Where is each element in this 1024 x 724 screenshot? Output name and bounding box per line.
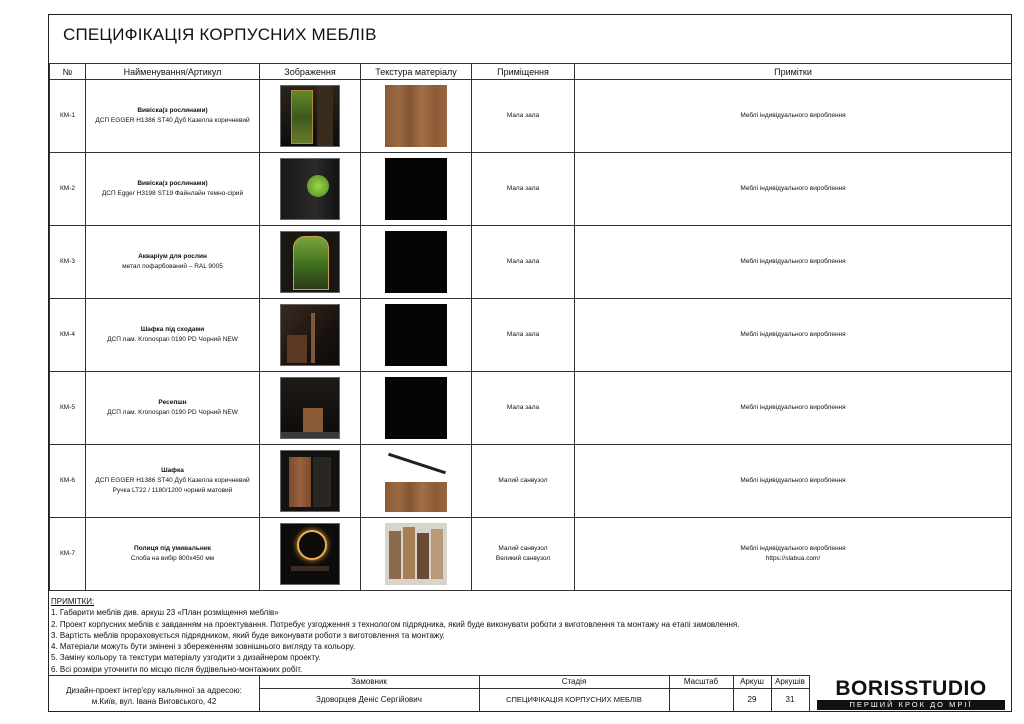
row-image-cell bbox=[260, 299, 361, 372]
sheets-value: 31 bbox=[785, 695, 795, 704]
row-note: Меблі індивідуального вироблення bbox=[575, 299, 1012, 372]
row-desc: ДСП лам. Kronospan 0190 PD Чорний NEW bbox=[107, 409, 238, 416]
black-texture-icon bbox=[385, 158, 447, 220]
row-desc: ДСП EGGER H1386 ST40 Дуб Казелла коричневий bbox=[95, 117, 250, 124]
row-note: Меблі індивідуального вироблення https://slabua.com/ bbox=[575, 518, 1012, 591]
plant-sign-render-icon bbox=[280, 85, 340, 147]
row-name: Шафка bbox=[161, 467, 184, 475]
row-note: Меблі індивідуального вироблення bbox=[575, 372, 1012, 445]
stage-label: Стадія bbox=[561, 677, 587, 686]
title-block bbox=[49, 675, 1011, 712]
header-texture: Текстура матеріалу bbox=[361, 64, 472, 80]
row-image-cell bbox=[260, 80, 361, 153]
slabua-link[interactable]: https://slabua.com/ bbox=[765, 555, 821, 562]
row-texture-cell bbox=[361, 153, 472, 226]
row-name-cell bbox=[86, 226, 260, 299]
table-header-row bbox=[50, 64, 1012, 80]
black-texture-icon bbox=[385, 304, 447, 366]
spec-sheet bbox=[48, 14, 1012, 712]
header-image: Зображення bbox=[260, 64, 361, 80]
row-name-cell bbox=[86, 372, 260, 445]
logo-text: BORISSTUDIO bbox=[835, 677, 987, 700]
row-code: КМ-5 bbox=[50, 372, 86, 445]
stage-value: СПЕЦИФІКАЦІЯ КОРПУСНИХ МЕБЛІВ bbox=[506, 695, 642, 704]
table-row bbox=[50, 226, 1012, 299]
row-room: Мала зала bbox=[472, 80, 575, 153]
client-value: Здоворцев Деніс Сергійович bbox=[316, 695, 422, 704]
sheet-label: Аркуш bbox=[740, 677, 764, 686]
table-row bbox=[50, 518, 1012, 591]
scale-label: Масштаб bbox=[683, 677, 719, 686]
row-room: Малий санвузол Великий санвузол bbox=[472, 518, 575, 591]
note-line: 5. Заміну кольору та текстури матеріалу узгодити з дизайнером проекту. bbox=[51, 653, 321, 663]
reception-render-icon bbox=[280, 377, 340, 439]
row-code: КМ-1 bbox=[50, 80, 86, 153]
studio-logo bbox=[811, 675, 1011, 712]
header-room: Приміщення bbox=[472, 64, 575, 80]
stairs-cabinet-render-icon bbox=[280, 304, 340, 366]
row-texture-cell bbox=[361, 226, 472, 299]
wood-cabinet-render-icon bbox=[280, 450, 340, 512]
row-room: Мала зала bbox=[472, 299, 575, 372]
sheet-value: 29 bbox=[747, 695, 757, 704]
row-image-cell bbox=[260, 153, 361, 226]
table-row bbox=[50, 445, 1012, 518]
plant-aquarium-render-icon bbox=[280, 231, 340, 293]
note-line: 4. Матеріали можуть бути змінені з збереженням зовнішнього вигляду та кольору. bbox=[51, 642, 356, 652]
row-name: Акваріум для рослин bbox=[138, 253, 207, 261]
row-name-cell bbox=[86, 445, 260, 518]
row-room: Мала зала bbox=[472, 226, 575, 299]
row-image-cell bbox=[260, 445, 361, 518]
row-image-cell bbox=[260, 518, 361, 591]
row-code: КМ-3 bbox=[50, 226, 86, 299]
row-texture-cell bbox=[361, 80, 472, 153]
row-room: Мала зала bbox=[472, 153, 575, 226]
client-label: Замовник bbox=[351, 677, 387, 686]
row-desc: ДСП EGGER H1386 ST40 Дуб Казелла коричневий bbox=[95, 477, 250, 485]
row-texture-cell bbox=[361, 372, 472, 445]
black-texture-icon bbox=[385, 231, 447, 293]
moss-circle-render-icon bbox=[280, 158, 340, 220]
row-desc: ДСП лам. Kronospan 0190 PD Чорний NEW bbox=[107, 336, 238, 343]
row-room: Мала зала bbox=[472, 372, 575, 445]
row-name-cell bbox=[86, 518, 260, 591]
row-note: Меблі індивідуального вироблення bbox=[575, 153, 1012, 226]
black-texture-icon bbox=[385, 377, 447, 439]
row-code: КМ-4 bbox=[50, 299, 86, 372]
row-name: Вивіска(з рослинами) bbox=[137, 180, 208, 188]
row-texture-cell bbox=[361, 518, 472, 591]
header-notes: Примітки bbox=[575, 64, 1012, 80]
row-name-cell bbox=[86, 80, 260, 153]
slab-samples-photo-icon bbox=[385, 523, 447, 585]
row-image-cell bbox=[260, 226, 361, 299]
row-code: КМ-2 bbox=[50, 153, 86, 226]
page-title: СПЕЦИФІКАЦІЯ КОРПУСНИХ МЕБЛІВ bbox=[63, 25, 377, 44]
row-desc: Слоба на вибір 800x450 мм bbox=[130, 555, 215, 562]
note-line: 3. Вартість меблів прораховується підрядником, який буде виконувати роботи з виготовлення та монтажу. bbox=[51, 630, 445, 640]
row-name: Вивіска(з рослинами) bbox=[137, 107, 208, 115]
project-address: Дизайн-проект інтер'єру кальянної за адресою: м.Київ, вул. Івана Виговського, 42 bbox=[66, 686, 242, 706]
oak-texture-icon bbox=[385, 85, 447, 147]
table-row bbox=[50, 153, 1012, 226]
row-desc: Ручка LT22 / 1180/1200 чорний матовий bbox=[112, 486, 233, 494]
row-note: Меблі індивідуального вироблення bbox=[575, 80, 1012, 153]
spec-table bbox=[49, 63, 1012, 591]
row-desc: метал пофарбований – RAL 9005 bbox=[122, 263, 223, 270]
row-room: Малий санвузол bbox=[472, 445, 575, 518]
table-row bbox=[50, 299, 1012, 372]
row-note: Меблі індивідуального вироблення bbox=[575, 445, 1012, 518]
table-row bbox=[50, 372, 1012, 445]
row-image-cell bbox=[260, 372, 361, 445]
row-code: КМ-7 bbox=[50, 518, 86, 591]
washbasin-shelf-render-icon bbox=[280, 523, 340, 585]
handle-and-oak-texture-icon bbox=[385, 450, 447, 512]
row-texture-cell bbox=[361, 299, 472, 372]
row-name: Полиця під умивальник bbox=[133, 545, 212, 553]
sheets-label: Аркушів bbox=[775, 677, 805, 686]
table-row bbox=[50, 80, 1012, 153]
notes-title: ПРИМІТКИ: bbox=[51, 597, 95, 606]
row-name: Ресепшн bbox=[158, 399, 187, 407]
row-name: Шафка під сходами bbox=[140, 326, 205, 334]
row-desc: ДСП Egger H3198 ST19 Файнлайн темно-сірий bbox=[101, 190, 244, 197]
row-code: КМ-6 bbox=[50, 445, 86, 518]
header-name: Найменування/Артикул bbox=[86, 64, 260, 80]
row-note: Меблі індивідуального вироблення bbox=[575, 226, 1012, 299]
logo-slogan: ПЕРШИЙ КРОК ДО МРІЇ bbox=[817, 700, 1005, 710]
row-name-cell bbox=[86, 153, 260, 226]
note-line: 1. Габарити меблів див. аркуш 23 «План розміщення меблів» bbox=[51, 608, 279, 618]
notes-block bbox=[51, 596, 739, 675]
header-num: № bbox=[50, 64, 86, 80]
note-line: 2. Проект корпусних меблів є завданням на проектування. Потребує узгодження з технологом підрядника, який буде виконувати роботи з виготовлення та монтажу на етапі замовлення. bbox=[51, 619, 740, 629]
note-line: 6. Всі розміри уточнити по місцю після будівельно-монтажних робіт. bbox=[51, 664, 303, 674]
row-texture-cell bbox=[361, 445, 472, 518]
row-name-cell bbox=[86, 299, 260, 372]
